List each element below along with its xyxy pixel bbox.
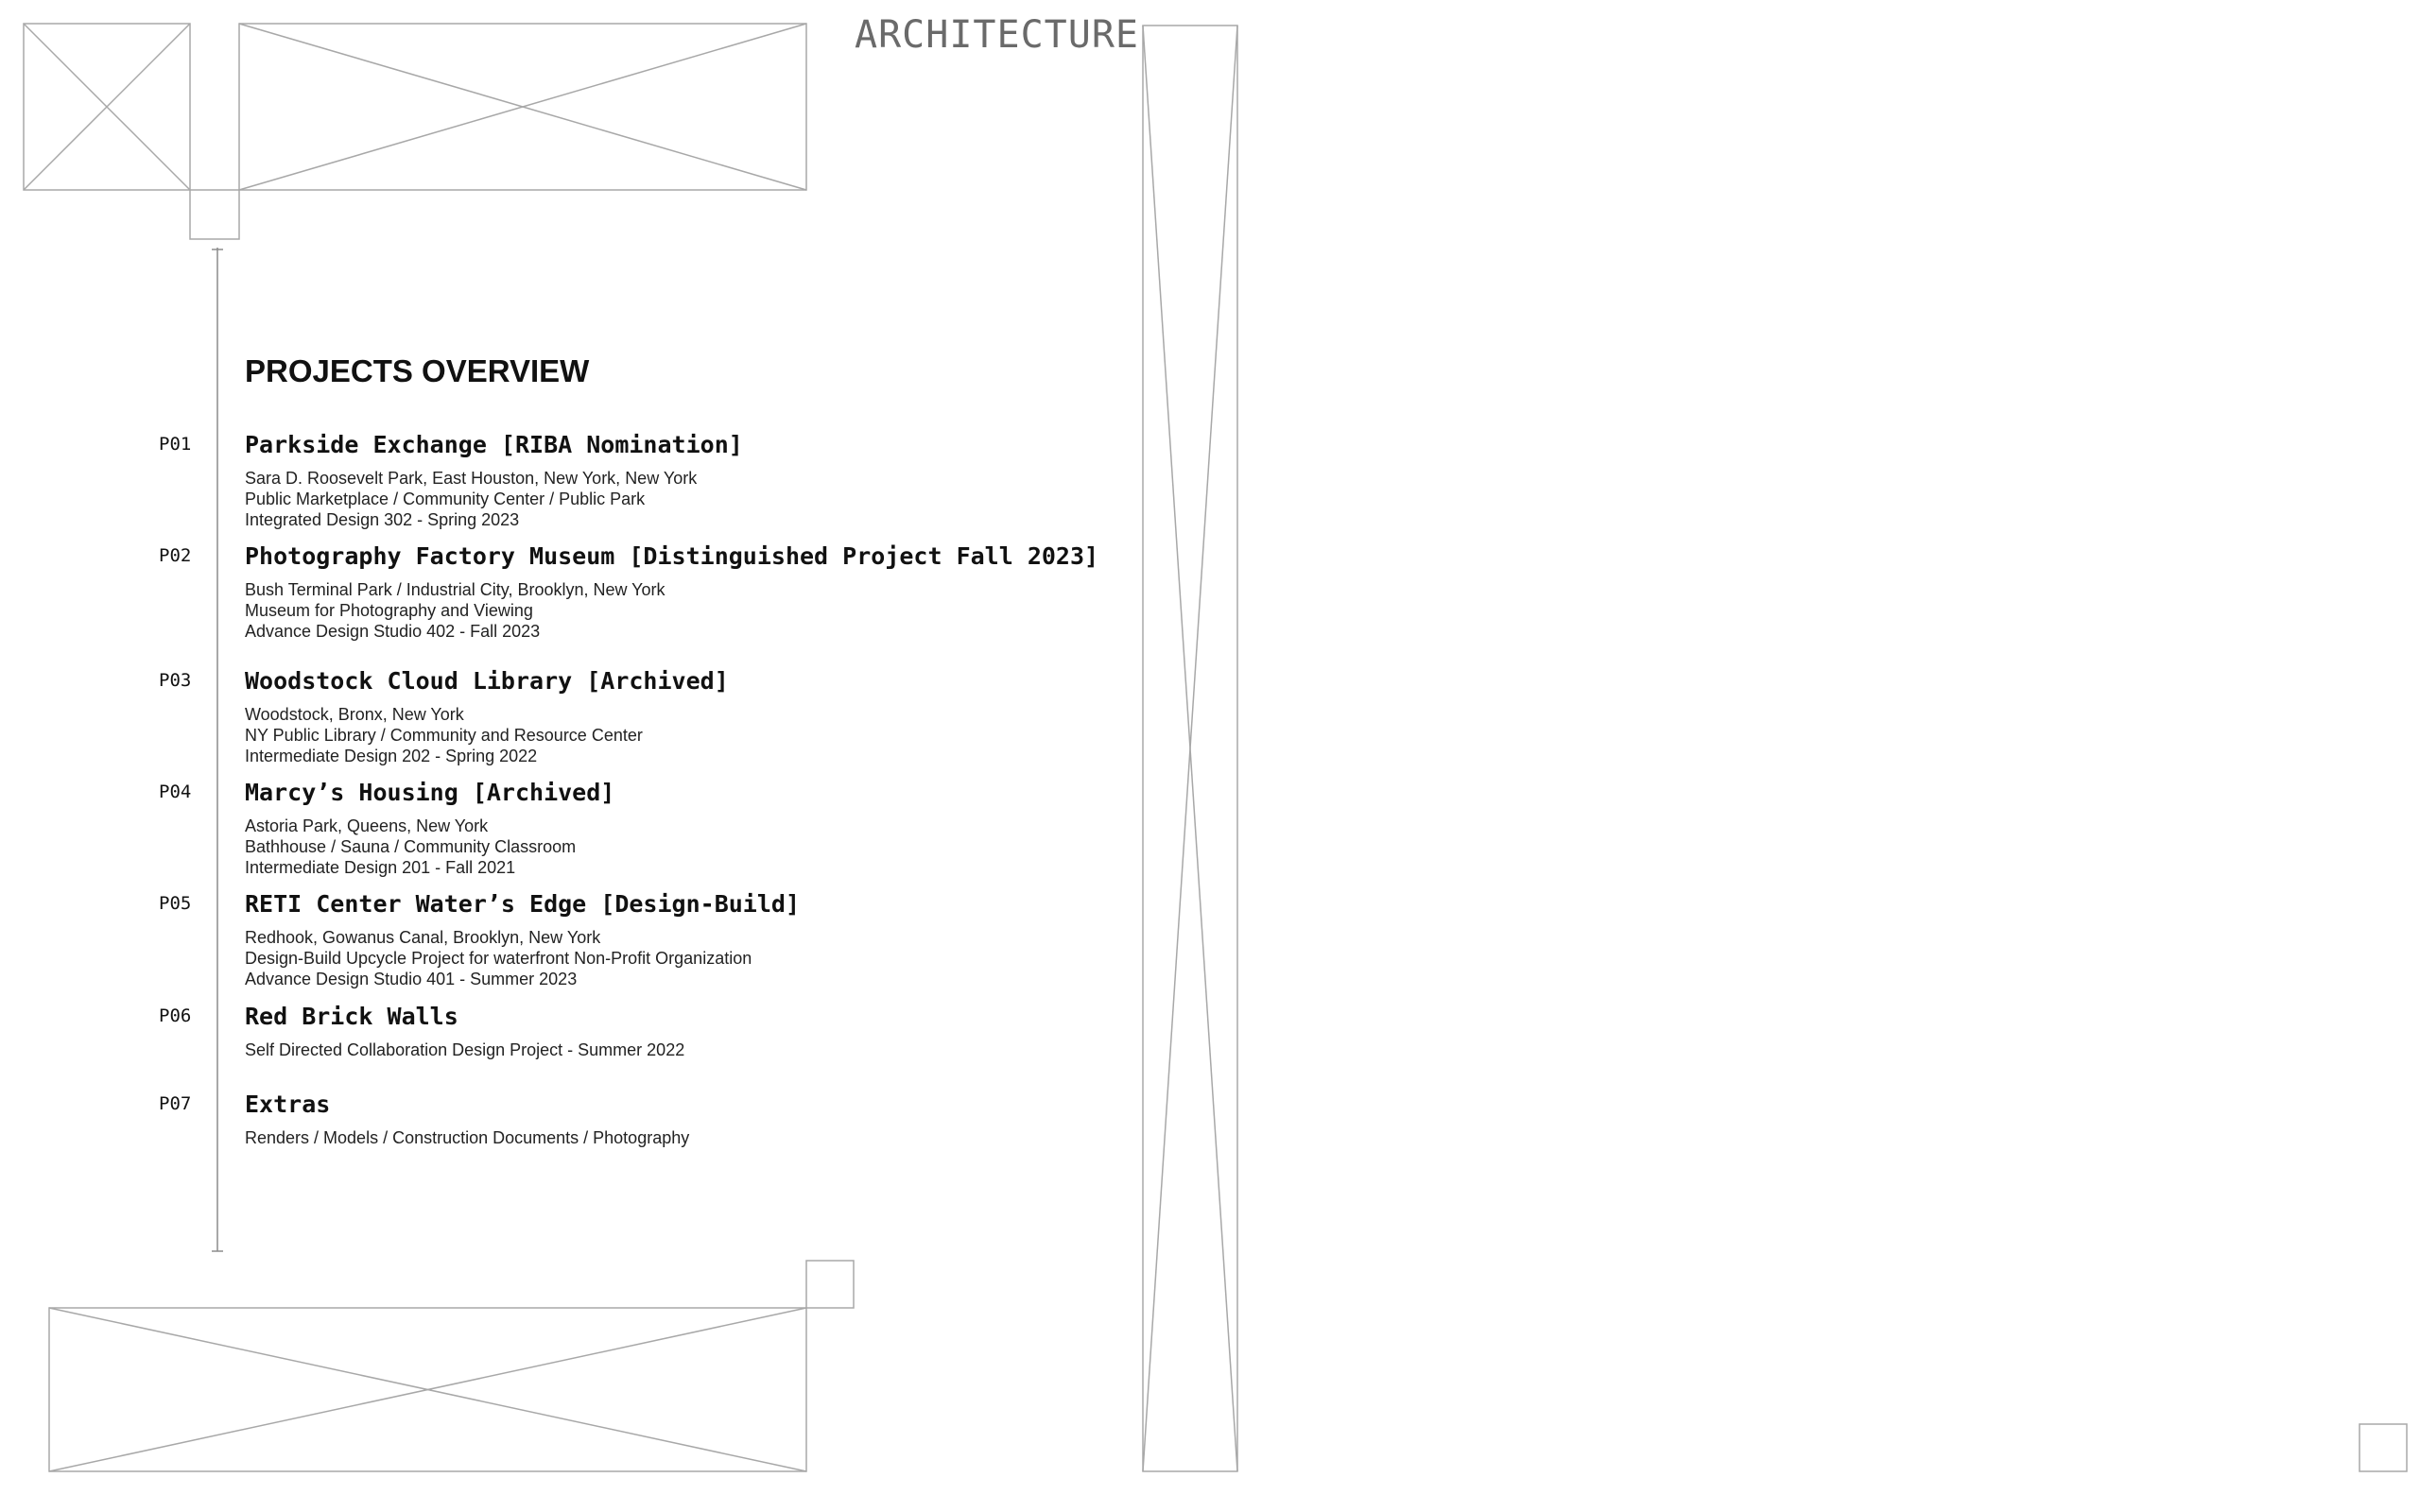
project-location: Redhook, Gowanus Canal, Brooklyn, New York — [245, 928, 601, 947]
project-title[interactable]: Woodstock Cloud Library [Archived] — [245, 667, 729, 695]
project-program: Museum for Photography and Viewing — [245, 601, 533, 620]
project-details — [245, 1040, 684, 1060]
image-placeholder-tall — [1143, 26, 1237, 1471]
connector-box-top — [190, 190, 239, 239]
project-code: P02 — [159, 545, 192, 566]
connector-box-bottom — [806, 1261, 854, 1308]
project-program: Public Marketplace / Community Center / Public Park — [245, 490, 646, 508]
project-details — [245, 579, 666, 642]
project-code: P07 — [159, 1093, 192, 1114]
project-location: Woodstock, Bronx, New York — [245, 705, 464, 724]
project-code: P05 — [159, 893, 192, 914]
image-placeholder-bottom-wide — [49, 1308, 806, 1471]
project-title[interactable]: RETI Center Water’s Edge [Design-Build] — [245, 890, 800, 918]
project-details — [245, 704, 643, 766]
project-title[interactable]: Extras — [245, 1091, 331, 1118]
project-location: Bush Terminal Park / Industrial City, Brooklyn, New York — [245, 580, 666, 599]
project-contents: Renders / Models / Construction Documents / Photography — [245, 1128, 690, 1147]
project-course: Intermediate Design 202 - Spring 2022 — [245, 747, 538, 765]
project-program: Bathhouse / Sauna / Community Classroom — [245, 837, 577, 856]
corner-square — [2360, 1424, 2407, 1471]
project-location: Sara D. Roosevelt Park, East Houston, New York, New York — [245, 469, 698, 488]
project-title[interactable]: Parkside Exchange [RIBA Nomination] — [245, 431, 743, 458]
brand-title: ARCHITECTURE — [855, 13, 1139, 57]
image-placeholder-top-wide — [239, 24, 806, 190]
project-details — [245, 1127, 689, 1148]
project-title[interactable]: Photography Factory Museum [Distinguished Project Fall 2023] — [245, 542, 1099, 570]
project-course: Self Directed Collaboration Design Project - Summer 2022 — [245, 1040, 685, 1059]
project-program: NY Public Library / Community and Resource Center — [245, 726, 643, 745]
project-course: Integrated Design 302 - Spring 2023 — [245, 510, 520, 529]
project-details — [245, 468, 697, 530]
project-code: P03 — [159, 670, 192, 691]
image-placeholder-top-left — [24, 24, 190, 190]
project-location: Astoria Park, Queens, New York — [245, 816, 489, 835]
project-details — [245, 816, 576, 878]
project-course: Advance Design Studio 401 - Summer 2023 — [245, 970, 578, 988]
page-title: PROJECTS OVERVIEW — [245, 353, 590, 388]
project-course: Intermediate Design 201 - Fall 2021 — [245, 858, 516, 877]
project-details — [245, 927, 752, 989]
project-code: P06 — [159, 1005, 192, 1026]
project-code: P04 — [159, 782, 192, 802]
project-code: P01 — [159, 434, 192, 455]
project-title[interactable]: Marcy’s Housing [Archived] — [245, 779, 615, 806]
project-program: Design-Build Upcycle Project for waterfront Non-Profit Organization — [245, 949, 752, 968]
project-course: Advance Design Studio 402 - Fall 2023 — [245, 622, 541, 641]
project-title[interactable]: Red Brick Walls — [245, 1003, 458, 1030]
timeline-line — [212, 248, 223, 1251]
